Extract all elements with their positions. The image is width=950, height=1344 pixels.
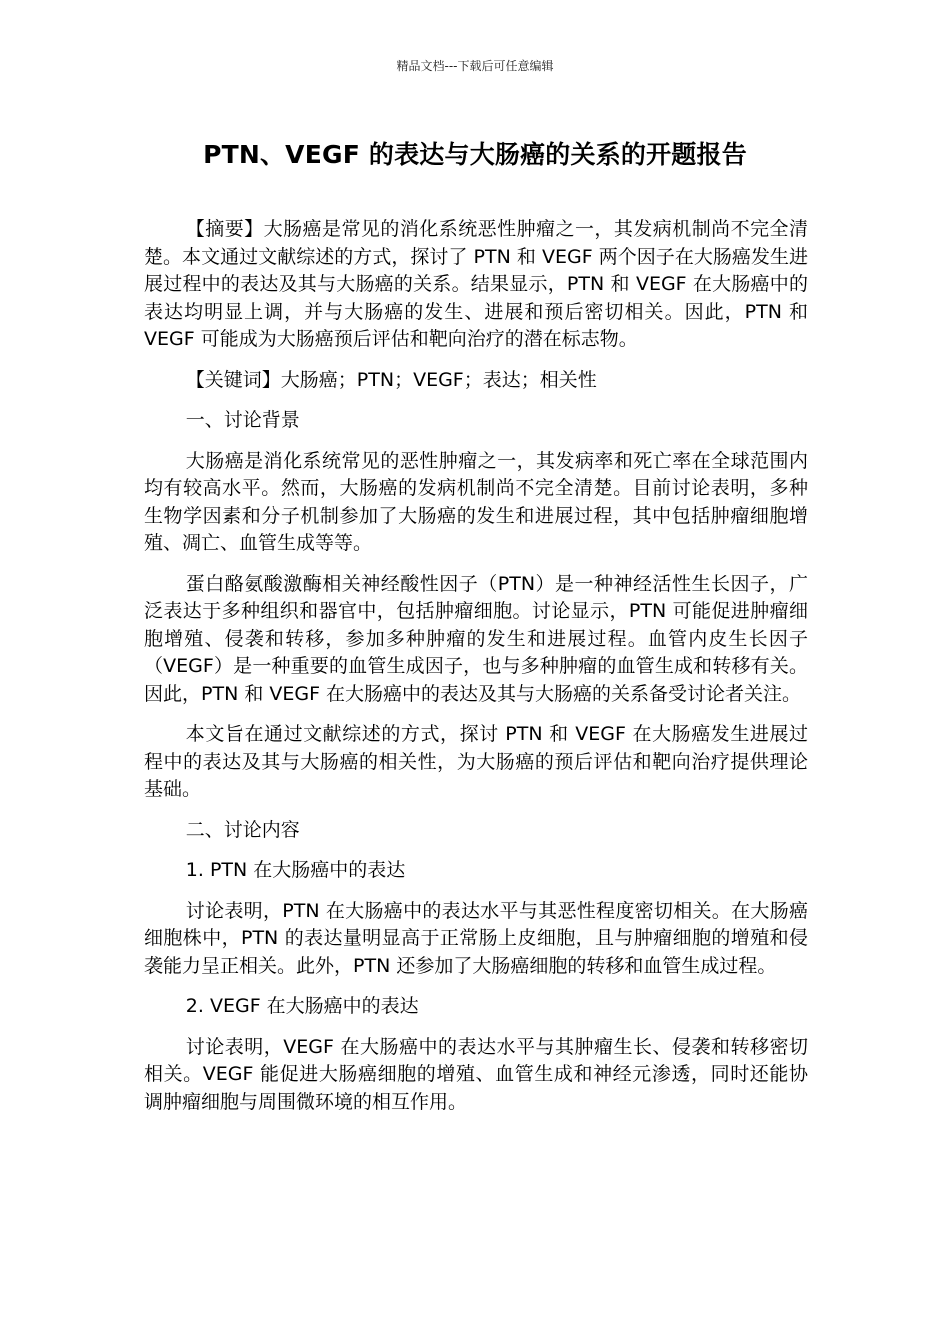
subsection-ptn-paragraph: 讨论表明，PTN 在大肠癌中的表达水平与其恶性程度密切相关。在大肠癌细胞株中，PTN 的表达量明显高于正常肠上皮细胞，且与肿瘤细胞的增殖和侵袭能力呈正相关。此外，PTN 还参加了大肠癌细胞的转移和血管生成过程。 <box>144 899 808 977</box>
abstract-paragraph: 【摘要】大肠癌是常见的消化系统恶性肿瘤之一，其发病机制尚不完全清楚。本文通过文献综述的方式，探讨了 PTN 和 VEGF 两个因子在大肠癌发生进展过程中的表达及其与大肠癌的关系。结果显示，PTN 和 VEGF 在大肠癌中的表达均明显上调，并与大肠癌的发生、进展和预后密切相关。因此，PTN 和 VEGF 可能成为大肠癌预后评估和靶向治疗的潜在标志物。 <box>144 218 808 350</box>
section-1-paragraph-2: 蛋白酪氨酸激酶相关神经酸性因子（PTN）是一种神经活性生长因子，广泛表达于多种组织和器官中，包括肿瘤细胞。讨论显示，PTN 可能促进肿瘤细胞增殖、侵袭和转移，参加多种肿瘤的发生和进展过程。血管内皮生长因子（VEGF）是一种重要的血管生成因子，也与多种肿瘤的血管生成和转移有关。因此，PTN 和 VEGF 在大肠癌中的表达及其与大肠癌的关系备受讨论者关注。 <box>144 572 808 705</box>
section-2-heading: 二、讨论内容 <box>185 818 300 841</box>
subsection-ptn-heading: 1. PTN 在大肠癌中的表达 <box>185 859 406 881</box>
section-1-heading: 一、讨论背景 <box>185 409 300 431</box>
document-body <box>144 216 808 1129</box>
document-title: PTN、VEGF 的表达与大肠癌的关系的开题报告 <box>203 140 747 169</box>
header-note: 精品文档---下载后可任意编辑 <box>396 59 554 73</box>
subsection-vegf-heading: 2. VEGF 在大肠癌中的表达 <box>185 995 419 1017</box>
section-1-paragraph-3: 本文旨在通过文献综述的方式，探讨 PTN 和 VEGF 在大肠癌发生进展过程中的表达及其与大肠癌的相关性，为大肠癌的预后评估和靶向治疗提供理论基础。 <box>144 723 808 800</box>
section-1-paragraph-1: 大肠癌是消化系统常见的恶性肿瘤之一，其发病率和死亡率在全球范围内均有较高水平。然而，大肠癌的发病机制尚不完全清楚。目前讨论表明，多种生物学因素和分子机制参加了大肠癌的发生和进展过程，其中包括肿瘤细胞增殖、凋亡、血管生成等等。 <box>144 449 808 554</box>
keywords-line: 【关键词】大肠癌；PTN；VEGF；表达；相关性 <box>185 368 597 391</box>
subsection-vegf-paragraph: 讨论表明，VEGF 在大肠癌中的表达水平与其肿瘤生长、侵袭和转移密切相关。VEGF 能促进大肠癌细胞的增殖、血管生成和神经元渗透，同时还能协调肿瘤细胞与周围微环境的相互作用。 <box>144 1035 808 1113</box>
